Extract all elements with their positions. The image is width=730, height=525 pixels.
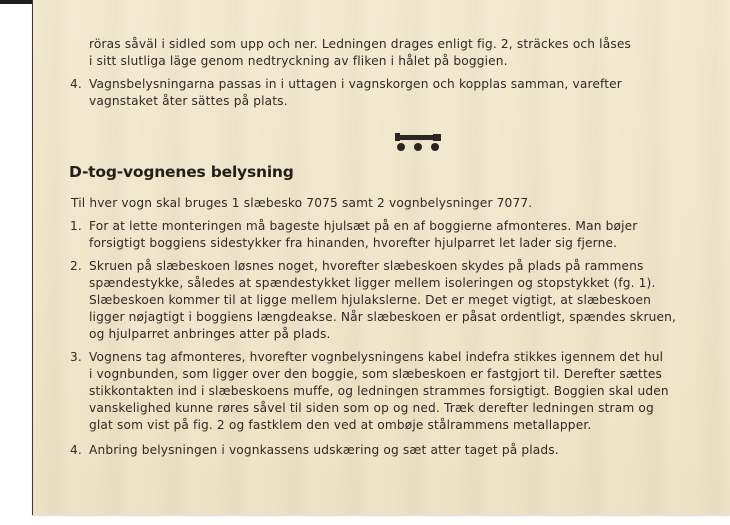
step-line: For at lette monteringen må bageste hjulsæt på en af boggierne afmonteres. Man bøjer	[89, 219, 638, 233]
step-line: spændestykke, således at spændestykket ligger mellem isoleringen og stopstykket (fg. 1).	[89, 276, 656, 290]
continuation-line: i sitt slutliga läge genom nedtryckning av fliken i hålet på boggien.	[89, 54, 508, 68]
instruction-sheet	[32, 0, 730, 515]
danish-section	[33, 0, 730, 515]
intro-text: Til hver vogn skal bruges 1 slæbesko 7075 samt 2 vognbelysninger 7077.	[71, 196, 533, 210]
step-line: og hjulparret anbringes atter på plads.	[89, 327, 331, 341]
step-number: 4.	[70, 443, 82, 457]
step-text	[89, 218, 637, 252]
step-number: 2.	[70, 259, 82, 273]
step-line: Slæbeskoen kommer til at ligge mellem hjulakslerne. Det er meget vigtigt, at slæbeskoen	[89, 293, 652, 307]
step-number: 4.	[70, 77, 82, 91]
continuation-line: röras såväl i sidled som upp och ner. Ledningen drages enligt fig. 2, sträckes och låses	[89, 37, 631, 51]
step-number: 1.	[70, 219, 82, 233]
step-line: Anbring belysningen i vognkassens udskæring og sæt atter taget på plads.	[89, 443, 559, 457]
step-line: vagnstaket åter sättes på plats.	[89, 94, 288, 108]
step-text	[89, 349, 669, 434]
step-line: stikkontakten ind i slæbeskoens muffe, og ledningen strammes forsigtigt. Boggien skal uden	[89, 384, 669, 398]
step-line: Vagnsbelysningarna passas in i uttagen i vagnskorgen och kopplas samman, varefter	[89, 77, 622, 91]
step-line: i vognbunden, som ligger over den boggie, som slæbeskoen er fastgjort til. Derefter sættes	[89, 367, 663, 381]
step-line: Skruen på slæbeskoen løsnes noget, hvorefter slæbeskoen skydes på plads på rammens	[89, 259, 644, 273]
step-number: 3.	[70, 350, 82, 364]
section-heading: D-tog-vognenes belysning	[69, 163, 294, 181]
step-line: vanskelighed kunne røres såvel til siden som op og ned. Træk derefter ledningen stram og	[89, 401, 654, 415]
step-line: forsigtigt boggiens sidestykker fra hinanden, hvorefter hjulparret let lader sig fjerne.	[89, 236, 618, 250]
step-line: ligger nøjagtigt i boggiens længdeakse. Når slæbeskoen er påsat ordentligt, spændes skruen,	[89, 310, 677, 324]
scan-edge-dark-strip	[0, 0, 32, 4]
step-text	[89, 442, 559, 459]
step-line: Vognens tag afmonteres, hvorefter vognbelysningens kabel indefra stikkes igennem det hul	[89, 350, 664, 364]
step-line: glat som vist på fig. 2 og fastklem den ved at ombøje stålrammens metallapper.	[89, 418, 592, 432]
step-text	[89, 258, 676, 343]
